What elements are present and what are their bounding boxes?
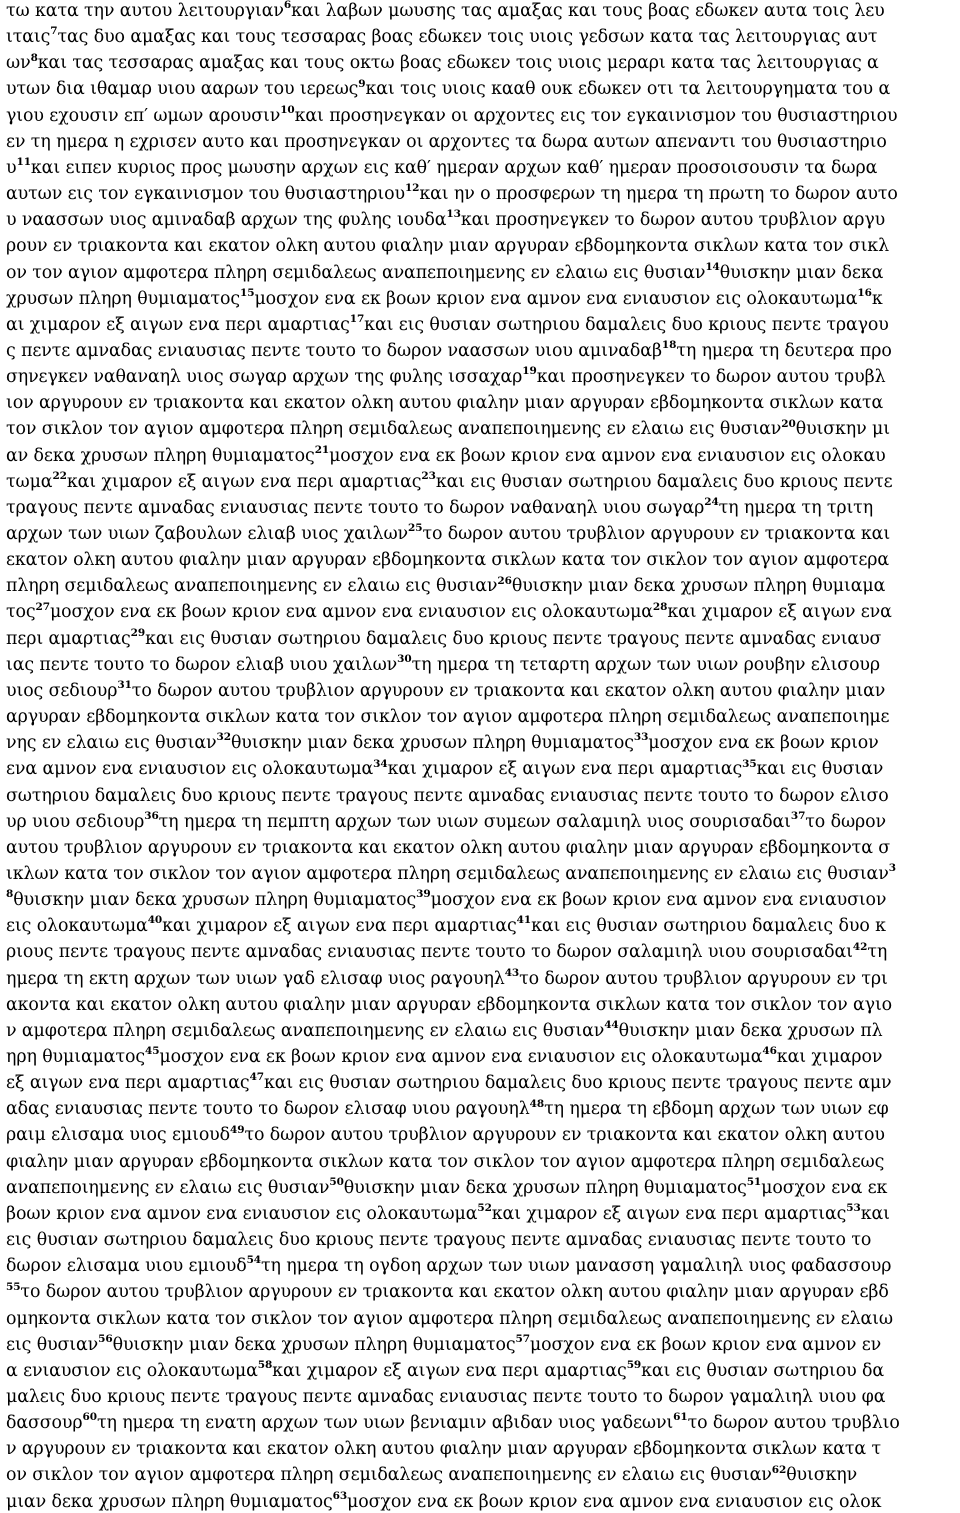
text-run: υιος σεδιουρ — [6, 680, 118, 701]
text-line — [6, 523, 890, 545]
verse-number: 16 — [857, 286, 872, 299]
text-run: υτων δια ιθαμαρ υιου ααρων του ιερεως — [6, 79, 359, 100]
text-run: ιον αργυρουν εν τριακοντα και εκατον ολκη αυτου φιαλην μιαν αργυραν εβδομηκοντα σικλων κατα — [6, 393, 884, 414]
text-line — [6, 628, 881, 650]
text-run: τη — [867, 942, 888, 963]
text-run: δωρον ελισαμα υιου εμιουδ — [6, 1256, 247, 1277]
verse-number: 61 — [673, 1411, 688, 1424]
verse-number: 63 — [332, 1489, 348, 1502]
text-run: αναπεποιημενης εν ελαιω εις θυσιαν — [6, 1177, 330, 1198]
text-line — [6, 26, 877, 48]
text-run: και χιμαρον εξ αιγων ενα περι αμαρτιας — [162, 916, 517, 937]
text-run: μοσχον ενα εκ βοων κριον ενα αμνον ενα ενιαυσιον εις ολοκαυ — [329, 445, 886, 466]
text-line — [6, 811, 886, 833]
text-line — [6, 1412, 900, 1434]
verse-number: 27 — [35, 600, 50, 613]
text-run: τραγους πεντε αμναδας ενιαυσιας πεντε τουτο το δωρον ναθαναηλ υιου σωγαρ — [6, 497, 705, 518]
verse-number: 50 — [329, 1175, 344, 1188]
text-run: και τας τεσσαρας αμαξας και τους οκτω βοας εδωκεν τοις υιοις μεραρι κατα τας λειτουργιας α — [37, 53, 879, 74]
text-line — [6, 1046, 882, 1068]
text-line — [6, 288, 883, 310]
text-run: φιαλην μιαν αργυραν εβδομηκοντα σικλων κατα τον σικλον τον αγιον αμφοτερα πληρη σεμιδαλεως — [6, 1151, 885, 1172]
text-line — [6, 78, 890, 100]
text-run: και προσηνεγκεν το δωρον αυτου τρυβλ — [536, 367, 886, 388]
text-line — [6, 445, 886, 467]
text-line — [6, 994, 892, 1016]
verse-number: 55 — [6, 1280, 21, 1293]
verse-number: 51 — [746, 1175, 762, 1188]
text-line — [6, 915, 886, 937]
text-run: το δωρον αυτου τρυβλιον αργυρουν εν τριακοντα και εκατον ολκη αυτου φιαλην μιαν — [131, 680, 886, 701]
verse-number: 48 — [529, 1097, 545, 1110]
text-run: το δωρον — [805, 811, 887, 832]
text-line — [6, 837, 890, 859]
text-line — [6, 471, 893, 493]
text-run: ιας πεντε τουτο το δωρον ελιαβ υιου χαιλων — [6, 654, 398, 675]
verse-number: 12 — [404, 182, 420, 195]
text-run: σωτηριου δαμαλεις δυο κριους πεντε τραγους πεντε αμναδας ενιαυσιας πεντε τουτο το δωρον ελισο — [6, 785, 889, 806]
text-run: και εις θυσιαν σωτηριου δα — [641, 1360, 885, 1381]
text-run: ρουν εν τριακοντα και εκατον ολκη αυτου φιαλην μιαν αργυραν εβδομηκοντα σικλων κατα τον σικλ — [6, 236, 889, 257]
text-run: τωμα — [6, 471, 53, 492]
text-run: τη ημερα τη εβδομη αρχων των υιων εφ — [544, 1099, 889, 1120]
text-run: μοσχον ενα εκ βοων κριον ενα αμνον εν — [529, 1334, 882, 1355]
verse-number: 26 — [497, 574, 512, 587]
verse-number: 58 — [257, 1359, 273, 1371]
text-run: και προσηνεγκεν το δωρον αυτου τρυβλιον αργυ — [460, 210, 886, 231]
text-run: υρ υιου σεδιουρ — [6, 811, 145, 832]
text-run: εις ολοκαυτωμα — [6, 916, 148, 937]
text-run: μαλεις δυο κριους πεντε τραγους πεντε αμναδας ενιαυσιας πεντε τουτο το δωρον γαμαλιηλ υιου φα — [6, 1386, 886, 1407]
text-run: ν αργυρουν εν τριακοντα και εκατον ολκη αυτου φιαλην μιαν αργυραν εβδομηκοντα σικλων κατα τ — [6, 1439, 881, 1460]
verse-number: 23 — [421, 469, 436, 482]
text-line — [6, 601, 892, 623]
text-run: ραιμ ελισαμα υιος εμιουδ — [6, 1125, 231, 1146]
verse-number: 54 — [246, 1254, 262, 1267]
text-run: υ ναασσων υιος αμιναδαβ αρχων της φυλης ιουδα — [6, 210, 447, 231]
text-line — [6, 418, 890, 440]
text-run: τας δυο αμαξας και τους τεσσαρας βοας εδωκεν τοις υιοις γεδσων κατα τας λειτουργιας αυτ — [57, 27, 878, 48]
verse-number: 18 — [661, 339, 677, 352]
text-line — [6, 0, 885, 22]
text-run: θυισκην μι — [795, 419, 890, 440]
text-line — [6, 1124, 885, 1146]
text-run: μοσχον ενα εκ βοων κριον ενα αμνον ενα ενιαυσιον εις ολοκ — [347, 1491, 882, 1512]
text-line — [6, 183, 898, 205]
text-run: ν αμφοτερα πληρη σεμιδαλεως αναπεποιημενης εν ελαιω εις θυσιαν — [6, 1020, 605, 1041]
text-run: τη ημερα τη δευτερα προ — [676, 340, 892, 361]
verse-number: 3 — [888, 862, 896, 875]
verse-number: 13 — [446, 208, 461, 221]
text-run: θυισκην μιαν δεκα χρυσων πληρη θυμιαματος — [112, 1334, 516, 1355]
text-run: θυισκην μιαν δεκα — [719, 262, 884, 283]
text-run: και ειπεν κυριος προς μωυσην αρχων εις καθ′ ημεραν αρχων καθ′ ημεραν προσοισουσιν τα δωρα — [30, 157, 878, 178]
text-run: και χιμαρον — [776, 1047, 883, 1067]
verse-number: 32 — [216, 731, 231, 744]
text-line — [6, 941, 887, 963]
text-run: θυισκην μιαν δεκα χρυσων πλ — [618, 1020, 883, 1041]
text-run: τη ημερα τη ογδοη αρχων των υιων μανασση γαμαλιηλ υιος φαδασσουρ — [261, 1256, 892, 1277]
text-run: ομηκοντα σικλων κατα τον σικλον τον αγιον αμφοτερα πληρη σεμιδαλεως αναπεποιημενης εν ελαιω — [6, 1308, 893, 1329]
text-line — [6, 1072, 892, 1094]
text-line — [6, 889, 886, 911]
text-run: και εις θυσιαν — [756, 759, 884, 780]
verse-number: 59 — [626, 1359, 642, 1371]
text-line — [6, 366, 886, 388]
text-run: το δωρον αυτου τρυβλιον αργυρουν εν τριακοντα και — [422, 524, 891, 544]
text-line — [6, 758, 883, 780]
text-run: κ — [871, 288, 883, 309]
text-line — [6, 209, 885, 231]
text-run: και χιμαρον εξ αιγων ενα — [667, 602, 892, 623]
verse-number: 45 — [144, 1045, 160, 1058]
text-run: ημερα τη εκτη αρχων των υιων γαδ ελισαφ υιος ραγουηλ — [6, 968, 505, 989]
text-run: ενα αμνον ενα ενιαυσιον εις ολοκαυτωμα — [6, 759, 374, 780]
text-run: εν τη ημερα η εχρισεν αυτο και προσηνεγκαν οι αρχοντες τα δωρα αυτων απεναντι του θυσιαστηριο — [6, 131, 887, 152]
text-line — [6, 549, 889, 571]
verse-number: 33 — [633, 731, 649, 744]
text-line — [6, 1177, 887, 1199]
text-run: ηρη θυμιαματος — [6, 1047, 145, 1067]
text-run: περι αμαρτιας — [6, 628, 131, 649]
text-line — [6, 131, 887, 153]
text-line — [6, 785, 889, 807]
text-run: αργυραν εβδομηκοντα σικλων κατα τον σικλον τον αγιον αμφοτερα πληρη σεμιδαλεως αναπεποιημε — [6, 707, 890, 728]
text-run: εις θυσιαν — [6, 1334, 99, 1355]
verse-number: 56 — [98, 1332, 113, 1345]
text-run: το δωρον αυτου τρυβλιον αργυρουν εν τρι — [519, 968, 888, 989]
text-run: τη ημερα τη τριτη — [718, 497, 874, 518]
text-run: θυισκην — [786, 1465, 858, 1486]
text-run: πληρη σεμιδαλεως αναπεποιημενης εν ελαιω εις θυσιαν — [6, 576, 498, 597]
text-run: και εις θυσιαν σωτηριου δαμαλεις δυο κριους πεντε τραγους πεντε αμν — [263, 1073, 892, 1094]
text-run: τον σικλον τον αγιον αμφοτερα πληρη σεμιδαλεως αναπεποιημενης εν ελαιω εις θυσιαν — [6, 419, 782, 440]
verse-number: 20 — [781, 417, 796, 430]
text-run: ριους πεντε τραγους πεντε αμναδας ενιαυσιας πεντε τουτο το δωρον σαλαμιηλ υιου σουρισαδαι — [6, 942, 853, 963]
verse-number: 8 — [30, 51, 38, 64]
text-line — [6, 262, 883, 284]
verse-number: 11 — [16, 156, 31, 169]
verse-number: 40 — [147, 914, 163, 927]
text-run: αν δεκα χρυσων πληρη θυμιαματος — [6, 445, 315, 466]
text-run: νης εν ελαιω εις θυσιαν — [6, 733, 217, 754]
text-line — [6, 1308, 893, 1330]
text-run: ον σικλον τον αγιον αμφοτερα πληρη σεμιδαλεως αναπεποιημενης εν ελαιω εις θυσιαν — [6, 1465, 772, 1486]
text-run: υ — [6, 157, 17, 178]
text-run: θυισκην μιαν δεκα χρυσων πληρη θυμιαμα — [511, 576, 886, 597]
text-run: μοσχον ενα εκ βοων κριον ενα αμνον ενα ενιαυσιον εις ολοκαυτωμα — [49, 602, 653, 623]
verse-number: 29 — [130, 626, 146, 639]
verse-number: 36 — [144, 809, 159, 822]
verse-number: 39 — [416, 888, 431, 901]
text-run: τω κατα την αυτου λειτουργιαν — [6, 1, 284, 21]
text-run: σηνεγκεν ναθαναηλ υιος σωγαρ αρχων της φυλης ισσαχαρ — [6, 367, 523, 388]
text-run: α ενιαυσιον εις ολοκαυτωμα — [6, 1360, 258, 1381]
verse-number: 7 — [50, 25, 58, 38]
text-line — [6, 52, 879, 74]
text-line — [6, 1151, 884, 1173]
text-line — [6, 1229, 871, 1251]
text-run: τος — [6, 602, 36, 623]
verse-number: 35 — [742, 757, 757, 770]
text-line — [6, 706, 889, 728]
text-run: και λαβων μωυσης τας αμαξας και τους βοας εδωκεν αυτα τοις λευ — [291, 1, 885, 21]
verse-number: 10 — [280, 103, 295, 116]
verse-number: 53 — [846, 1202, 861, 1215]
verse-number: 8 — [6, 888, 14, 901]
verse-number: 19 — [522, 365, 537, 378]
text-run: και εις θυσιαν σωτηριου δαμαλεις δυο κ — [531, 916, 886, 937]
verse-number: 62 — [771, 1463, 787, 1476]
text-run: εις θυσιαν σωτηριου δαμαλεις δυο κριους πεντε τραγους πεντε αμναδας ενιαυσιας πεντε τουτο το — [6, 1230, 872, 1251]
text-run: και εις θυσιαν σωτηριου δαμαλεις δυο κριους πεντε τραγου — [364, 314, 889, 335]
verse-number: 34 — [373, 757, 388, 770]
text-run: χρυσων πληρη θυμιαματος — [6, 288, 241, 309]
text-run: και χιμαρον εξ αιγων ενα περι αμαρτιας — [387, 759, 743, 780]
text-line — [6, 1464, 857, 1486]
text-run: ς πεντε αμναδας ενιαυσιας πεντε τουτο το δωρον ναασσων υιου αμιναδαβ — [6, 340, 662, 361]
text-line — [6, 654, 880, 676]
verse-number: 44 — [604, 1019, 619, 1032]
text-run: μοσχον ενα εκ — [761, 1177, 888, 1198]
text-line — [6, 157, 877, 179]
text-run: και τοις υιοις κααθ ουκ εδωκεν οτι τα λειτουργηματα του α — [365, 79, 891, 100]
text-line — [6, 1438, 881, 1460]
text-line — [6, 863, 896, 885]
text-run: αδας ενιαυσιας πεντε τουτο το δωρον ελισαφ υιου ραγουηλ — [6, 1099, 530, 1120]
text-line — [6, 392, 883, 414]
verse-number: 28 — [652, 600, 668, 613]
text-line — [6, 1255, 891, 1277]
text-run: μιαν δεκα χρυσων πληρη θυμιαματος — [6, 1491, 333, 1512]
verse-number: 22 — [52, 469, 67, 482]
verse-number: 17 — [349, 313, 365, 325]
verse-number: 31 — [117, 679, 132, 692]
text-run: και χιμαρον εξ αιγων ενα περι αμαρτιας — [66, 471, 422, 492]
text-line — [6, 680, 885, 702]
text-run: αυτου τρυβλιον αργυρουν εν τριακοντα και εκατον ολκη αυτου φιαλην μιαν αργυραν εβδομηκοντα σ — [6, 837, 891, 858]
text-run: το δωρον αυτου τρυβλιον αργυρουν εν τριακοντα και εκατον ολκη αυτου φιαλην μιαν αργυραν εβδ — [20, 1282, 889, 1303]
verse-number: 57 — [515, 1332, 530, 1345]
text-run: ικλων κατα τον σικλον τον αγιον αμφοτερα πληρη σεμιδαλεως αναπεποιημενης εν ελαιω εις θυσιαν — [6, 863, 889, 884]
text-line — [6, 575, 885, 597]
text-run: βοων κριον ενα αμνον ενα ενιαυσιον εις ολοκαυτωμα — [6, 1203, 478, 1224]
text-run: και χιμαρον εξ αιγων ενα περι αμαρτιας — [491, 1203, 847, 1224]
text-run: μοσχον ενα εκ βοων κριον — [648, 733, 879, 754]
text-run: μοσχον ενα εκ βοων κριον ενα αμνον ενα ενιαυσιον — [430, 890, 887, 911]
text-run: δασσουρ — [6, 1413, 83, 1434]
verse-number: 37 — [790, 809, 806, 822]
text-line — [6, 1491, 881, 1513]
text-run: ον τον αγιον αμφοτερα πληρη σεμιδαλεως αναπεποιημενης εν ελαιω εις θυσιαν — [6, 262, 706, 283]
text-run: μοσχον ενα εκ βοων κριον ενα αμνον ενα ενιαυσιον εις ολοκαυτωμα — [254, 288, 858, 309]
verse-number: 49 — [230, 1123, 245, 1136]
text-run: τη ημερα τη πεμπτη αρχων των υιων συμεων σαλαμιηλ υιος σουρισαδαι — [158, 811, 791, 832]
text-line — [6, 497, 873, 519]
text-run: γιου εχουσιν επ′ ωμων αρουσιν — [6, 105, 281, 126]
text-line — [6, 235, 889, 257]
verse-number: 24 — [704, 496, 719, 509]
text-run: τη ημερα τη ενατη αρχων των υιων βενιαμιν αβιδαν υιος γαδεωνι — [96, 1413, 674, 1434]
verse-number: 25 — [408, 522, 423, 535]
verse-number: 30 — [397, 652, 412, 665]
text-run: και ην ο προσφερων τη ημερα τη πρωτη το δωρον αυτο — [419, 184, 898, 205]
verse-number: 42 — [852, 940, 868, 953]
verse-number: 41 — [516, 914, 532, 927]
text-line — [6, 1098, 889, 1120]
text-line — [6, 105, 897, 127]
text-run: ιταις — [6, 27, 51, 48]
text-run: αι χιμαρον εξ αιγων ενα περι αμαρτιας — [6, 314, 350, 335]
verse-number: 14 — [705, 260, 720, 273]
verse-number: 6 — [283, 0, 292, 12]
verse-number: 21 — [314, 443, 330, 456]
text-line — [6, 340, 892, 362]
text-line — [6, 1020, 883, 1042]
verse-number: 43 — [504, 966, 520, 979]
text-run: και χιμαρον εξ αιγων ενα περι αμαρτιας — [272, 1360, 627, 1381]
text-line — [6, 1360, 884, 1382]
text-run: ων — [6, 53, 31, 74]
text-run: το δωρον αυτου τρυβλιο — [687, 1413, 900, 1434]
text-line — [6, 1386, 885, 1408]
text-run: εξ αιγων ενα περι αμαρτιας — [6, 1073, 250, 1094]
verse-number: 60 — [82, 1411, 97, 1424]
verse-number: 46 — [762, 1045, 777, 1058]
text-run: αυτων εις τον εγκαινισμον του θυσιαστηριου — [6, 184, 405, 205]
text-line — [6, 314, 889, 336]
verse-number: 15 — [240, 286, 255, 299]
text-run: και εις θυσιαν σωτηριου δαμαλεις δυο κριους πεντε τραγους πεντε αμναδας ενιαυσ — [145, 628, 882, 649]
text-run: μοσχον ενα εκ βοων κριον ενα αμνον ενα ενιαυσιον εις ολοκαυτωμα — [159, 1047, 763, 1067]
verse-number: 52 — [477, 1202, 492, 1215]
text-line — [6, 1334, 881, 1356]
text-line — [6, 1281, 889, 1303]
text-run: και εις θυσιαν σωτηριου δαμαλεις δυο κριους πεντε — [435, 471, 893, 492]
text-run: ακοντα και εκατον ολκη αυτου φιαλην μιαν αργυραν εβδομηκοντα σικλων κατα τον σικλον τον αγιο — [6, 994, 893, 1015]
text-run: θυισκην μιαν δεκα χρυσων πληρη θυμιαματος — [343, 1177, 747, 1198]
verse-number: 9 — [358, 77, 366, 90]
text-run: και προσηνεγκαν οι αρχοντες εις τον εγκαινισμον του θυσιαστηριου — [294, 105, 898, 126]
text-run: αρχων των υιων ζαβουλων ελιαβ υιος χαιλων — [6, 524, 409, 544]
text-line — [6, 968, 888, 990]
text-line — [6, 732, 879, 754]
text-line — [6, 1203, 890, 1225]
verse-number: 47 — [249, 1071, 264, 1084]
text-run: εκατον ολκη αυτου φιαλην μιαν αργυραν εβδομηκοντα σικλων κατα τον σικλον τον αγιον αμφοτερα — [6, 550, 890, 571]
text-run: θυισκην μιαν δεκα χρυσων πληρη θυμιαματος — [230, 733, 634, 754]
text-run: το δωρον αυτου τρυβλιον αργυρουν εν τριακοντα και εκατον ολκη αυτου — [244, 1125, 885, 1146]
text-run: θυισκην μιαν δεκα χρυσων πληρη θυμιαματος — [13, 890, 417, 911]
text-run: τη ημερα τη τεταρτη αρχων των υιων ρουβην ελισουρ — [411, 654, 881, 675]
text-run: και — [860, 1203, 890, 1224]
